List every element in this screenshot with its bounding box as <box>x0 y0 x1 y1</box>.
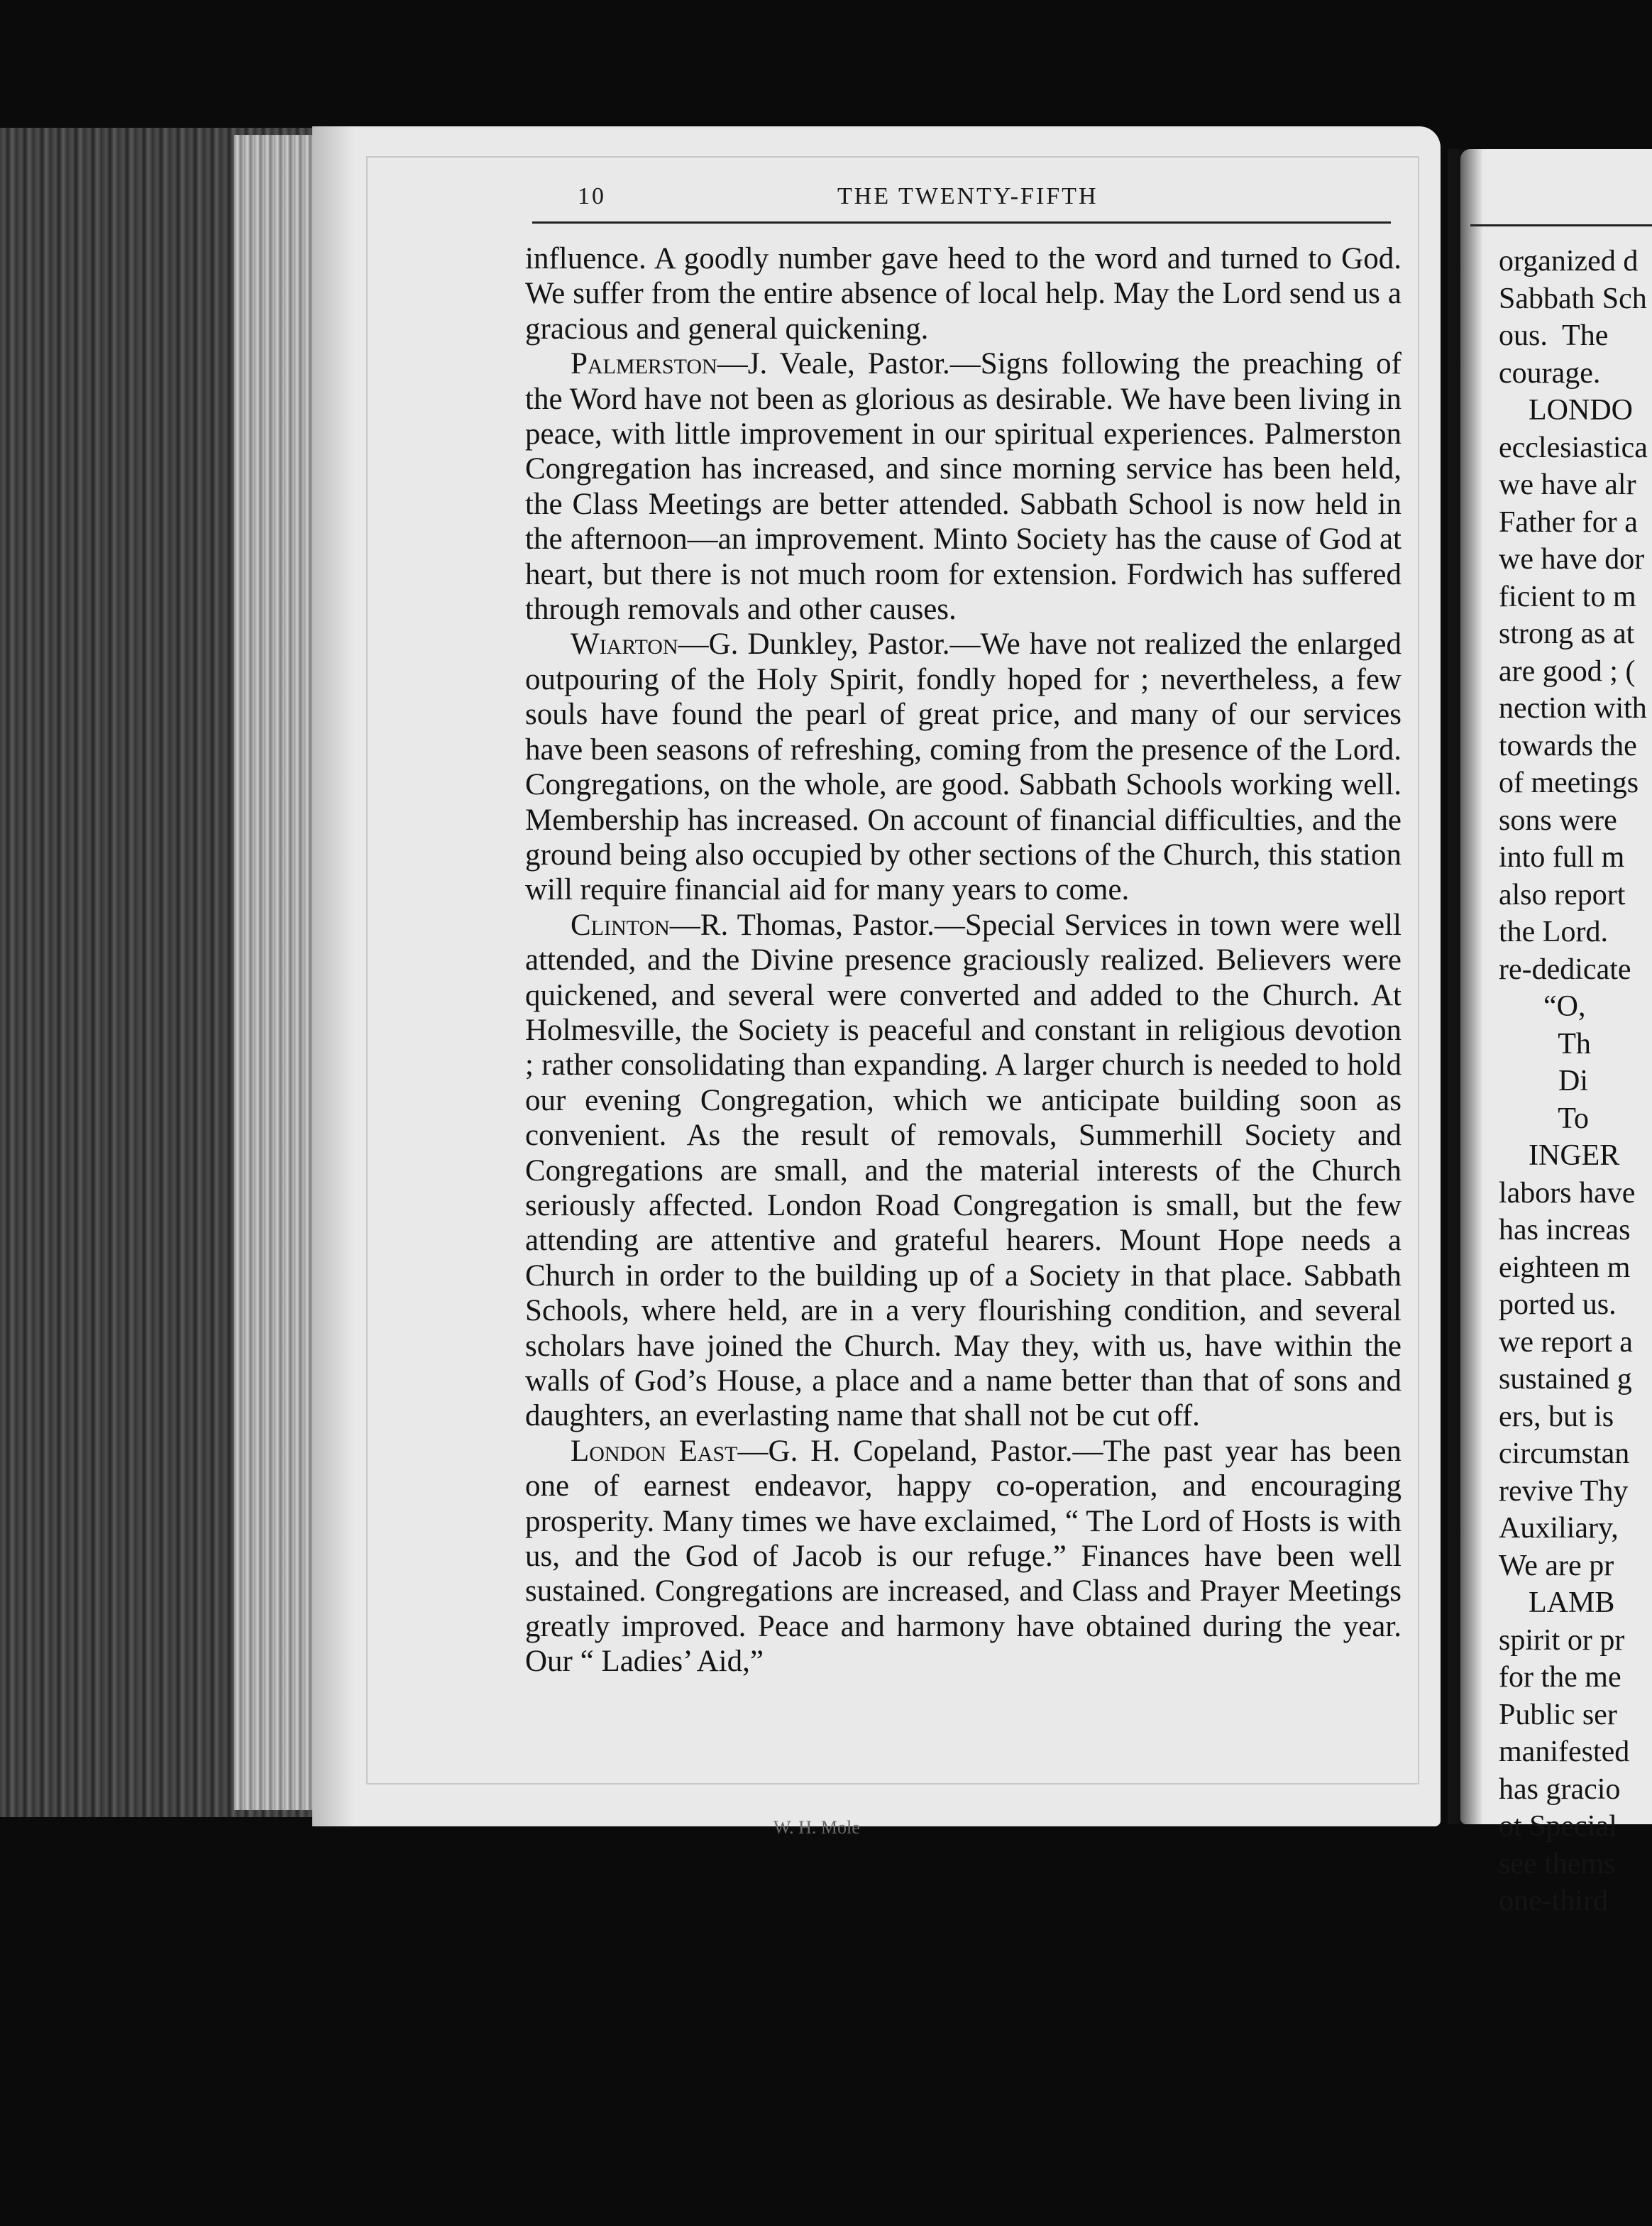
facing-page-line: ous. The <box>1499 319 1609 352</box>
facing-page-line: revive Thy <box>1499 1474 1629 1508</box>
facing-page-line: we have alr <box>1499 468 1636 501</box>
facing-page-line: spirit or pr <box>1499 1623 1625 1657</box>
facing-page-line: towards the <box>1499 729 1637 762</box>
report-text: —J. Veale, Pastor.—Signs following the preaching of the Word have not been as glorious as desirable. We have been living in peace, with little improvement in our spiritual experiences. Palmerston Congregation has increased, and since morning service has been held, the Class Meetings are better attended. Sabbath School is now held in the afternoon—an improvement. Minto Society has the cause of God at heart, but there is not much room for extension. Fordwich has suffered through removals and other causes. <box>525 347 1402 627</box>
facing-page-line: the Lord. <box>1499 916 1608 948</box>
facing-page-line: ot Special <box>1499 1810 1617 1843</box>
station-name: London East <box>571 1434 738 1468</box>
report-wiarton <box>525 627 1402 907</box>
facing-page-line: of meetings <box>1499 767 1639 799</box>
facing-page-line: has gracio <box>1499 1772 1621 1806</box>
header-rule <box>532 221 1391 224</box>
facing-page-line: we have dor <box>1499 543 1645 576</box>
report-text: —G. Dunkley, Pastor.—We have not realized the enlarged outpouring of the Holy Spirit, fondly hoped for ; nevertheless, a few souls have found the pearl of great price, and many of our services have been seasons of refreshing, coming from the presence of the Lord. Congregations, on the whole, are good. Sabbath Schools working well. Membership has increased. On account of financial difficulties, and the ground being also occupied by other sections of the Church, this station will require financial aid for many years to come. <box>525 627 1402 907</box>
facing-page-line: ers, but is <box>1499 1400 1614 1433</box>
report-text: —R. Thomas, Pastor.—Special Services in town were well attended, and the Divine presence graciously realized. Believers were quickened, and several were converted and added to the Church. At Holmesville, the Society is peaceful and constant in religious devotion ; rather consolidating than expanding. A larger church is needed to hold our evening Congregation, which we anticipate building soon as convenient. As the result of removals, Summerhill Society and Congregations are small, and the material interests of the Church seriously affected. London Road Congregation is small, but the few attending are attentive and grateful hearers. Mount Hope needs a Church in order to the building up of a Society in that place. Sabbath Schools, where held, are in a very flourishing condition, and several scholars have joined the Church. May they, with us, have within the walls of God’s House, a place and a name better than that of sons and daughters, an everlasting name that shall not be cut off. <box>525 908 1402 1433</box>
facing-page-line: has increas <box>1499 1214 1631 1246</box>
facing-page-line: nection with <box>1499 692 1647 725</box>
facing-page-text <box>1499 243 1652 1920</box>
facing-page-line: labors have <box>1499 1176 1636 1210</box>
gutter-shadow <box>312 126 355 1826</box>
facing-page-line: “O, <box>1499 990 1586 1023</box>
facing-page-line: ported us. <box>1499 1288 1617 1321</box>
facing-page-line: see thems <box>1499 1847 1616 1880</box>
book-page-edges-highlight <box>234 135 312 1810</box>
facing-page-line: Public ser <box>1499 1698 1617 1731</box>
facing-page-line: Sabbath Sch <box>1499 282 1647 315</box>
facing-page-gutter <box>1448 149 1483 1824</box>
opening-paragraph: influence. A goodly number gave heed to the word and turned to God. We suffer from the entire absence of local help. May the Lord send us a gracious and general quickening. <box>525 242 1402 346</box>
facing-page-line: re-dedicate <box>1499 953 1631 986</box>
body-text <box>525 241 1402 1679</box>
facing-page-line: courage. <box>1499 356 1601 390</box>
facing-page-line: one-third <box>1499 1885 1608 1917</box>
station-name: Palmerston <box>571 347 717 381</box>
page-number: 10 <box>578 183 606 209</box>
facing-page-line: LONDO <box>1499 394 1633 427</box>
running-head-title: THE TWENTY-FIFTH <box>837 183 1098 209</box>
bottom-mark: W. H. Mole <box>773 1817 860 1838</box>
report-text: —G. H. Copeland, Pastor.—The past year has been one of earnest endeavor, happy co-operation, and encouraging prosperity. Many times we have exclaimed, “ The Lord of Hosts is with us, and the God of Jacob is our refuge.” Finances have been well sustained. Congregations are increased, and Class and Prayer Meetings greatly improved. Peace and harmony have obtained during the year. Our “ Ladies’ Aid,” <box>525 1434 1402 1679</box>
facing-page-line: for the me <box>1499 1661 1621 1694</box>
facing-page-line: are good ; ( <box>1499 654 1636 688</box>
facing-page-line: To <box>1499 1102 1589 1135</box>
facing-page-line: Auxiliary, <box>1499 1512 1619 1545</box>
facing-page-line: Father for a <box>1499 505 1638 539</box>
facing-page-line: organized d <box>1499 245 1639 278</box>
facing-page-line: strong as at <box>1499 618 1635 650</box>
station-name: Wiarton <box>571 627 678 662</box>
facing-page-line: ficient to m <box>1499 580 1636 613</box>
station-name: Clinton <box>571 908 670 942</box>
facing-page-line: Th <box>1499 1027 1591 1060</box>
report-palmerston <box>525 346 1402 627</box>
facing-page-line: circumstan <box>1499 1437 1630 1470</box>
facing-page-line: we report a <box>1499 1325 1633 1359</box>
facing-page-line: eighteen m <box>1499 1251 1631 1284</box>
facing-page-line: ecclesiastica <box>1499 431 1648 464</box>
report-clinton <box>525 908 1402 1434</box>
facing-page-line: Di <box>1499 1065 1588 1097</box>
facing-page-rule <box>1470 224 1652 226</box>
facing-page-line: manifested <box>1499 1736 1630 1768</box>
facing-page-line: We are pr <box>1499 1549 1614 1582</box>
facing-page-line: INGER <box>1499 1139 1620 1172</box>
facing-page-line: also report <box>1499 878 1626 911</box>
facing-page-line: LAMB <box>1499 1586 1615 1619</box>
report-london-east <box>525 1434 1402 1679</box>
facing-page-line: sons were <box>1499 804 1617 837</box>
facing-page-line: sustained g <box>1499 1363 1632 1396</box>
facing-page-line: into full m <box>1499 841 1625 874</box>
